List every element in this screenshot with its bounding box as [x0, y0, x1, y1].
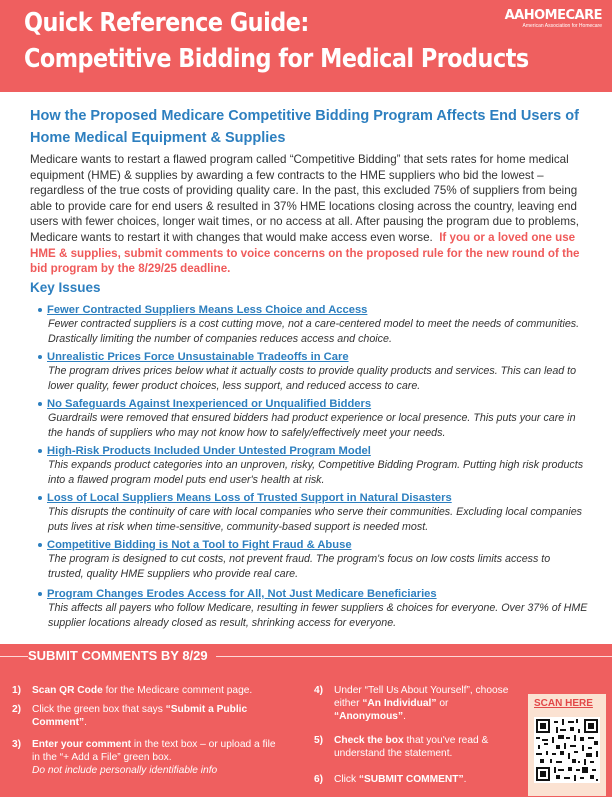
step-emphasis: Scan QR Code	[32, 685, 103, 696]
step-number: 6)	[314, 774, 324, 785]
step-text: that you've read & understand the statement.	[334, 735, 489, 759]
issue-item	[38, 587, 588, 631]
step-emphasis: “Anonymous”	[334, 711, 404, 722]
issue-title[interactable]: Competitive Bidding is Not a Tool to Fight Fraud & Abuse	[47, 539, 352, 551]
issue-title[interactable]: Program Changes Erodes Access for All, Not Just Medicare Beneficiaries	[47, 588, 437, 600]
bullet-icon	[38, 355, 42, 359]
scan-here-label: SCAN HERE	[534, 698, 593, 709]
step-emphasis: “Submit a Public Comment”	[32, 704, 248, 728]
step-emphasis: Enter your comment	[32, 739, 132, 750]
issue-item	[38, 444, 588, 488]
intro-paragraph	[30, 152, 586, 277]
bullet-icon	[38, 449, 42, 453]
call-to-action: If you or a loved one use HME & supplies, submit comments to voice concerns on the proposed rule for the new round of the bid program by the 8/29/25 deadline.	[30, 230, 580, 276]
logo-wordmark: AAHOMECARE	[504, 8, 602, 23]
issue-description: Guardrails were removed that ensured bidders had product experience or local presence. This puts your care in the hands of suppliers who may not know how to safely/effectively meet your needs.	[48, 412, 576, 439]
page-title-line-1: Quick Reference Guide:	[24, 8, 309, 38]
issue-description: This expands product categories into an unproven, risky, Competitive Bidding Program. Putting high risk products into a flawed program model puts end user's health at risk.	[48, 459, 584, 486]
bullet-icon	[38, 402, 42, 406]
step-emphasis: Check the box	[334, 735, 404, 746]
issue-title[interactable]: Loss of Local Suppliers Means Loss of Trusted Support in Natural Disasters	[47, 492, 452, 504]
step-number: 3)	[12, 739, 22, 750]
issue-item	[38, 303, 588, 347]
step-text: or	[436, 698, 449, 709]
issue-title[interactable]: Fewer Contracted Suppliers Means Less Choice and Access	[47, 304, 368, 316]
step-text: for the Medicare comment page.	[102, 685, 253, 696]
submit-comments-title: SUBMIT COMMENTS BY 8/29	[28, 648, 216, 663]
issue-description: Fewer contracted suppliers is a cost cutting move, not a care-centered model to meet the needs of communities. Drastically limiting the number of companies reduces access and choice.	[48, 318, 580, 345]
issue-description: The program is designed to cut costs, not prevent fraud. The program's focus on low costs limits access to trusted, quality HME suppliers who provide real care.	[48, 553, 551, 580]
step-number: 2)	[12, 704, 22, 715]
step-text: in the text box – or upload a file in the “+ Add a File” green box.	[32, 739, 276, 763]
issue-title[interactable]: Unrealistic Prices Force Unsustainable Tradeoffs in Care	[47, 351, 349, 363]
bullet-icon	[38, 592, 42, 596]
issue-description: This disrupts the continuity of care with local companies who serve their communities. Excluding local companies puts lives at risk when time-sensitive, community-based support is needed most.	[48, 506, 583, 533]
issue-title[interactable]: High-Risk Products Included Under Untested Program Model	[47, 445, 371, 457]
step-note: Do not include personally identifiable info	[32, 765, 218, 776]
step-text: .	[403, 711, 406, 722]
bullet-icon	[38, 308, 42, 312]
issue-item	[38, 538, 588, 582]
step-emphasis: “An Individual”	[362, 698, 437, 709]
issue-description: The program drives prices below what it actually costs to provide quality products and services. This can lead to lower quality, fewer product choices, less support, and reduced access to care.	[48, 365, 577, 392]
issue-description: This affects all payers who follow Medicare, resulting in fewer suppliers & choices for everyone. Over 37% of HME supplier locations already closed as result, shrinking access for everyone.	[48, 602, 588, 629]
header-banner	[0, 0, 612, 92]
bullet-icon	[38, 496, 42, 500]
qr-code-panel	[528, 694, 606, 796]
step-text: .	[463, 774, 467, 785]
step-number: 5)	[314, 735, 324, 746]
issue-item	[38, 397, 588, 441]
step-text: Click the green box that says	[32, 704, 166, 715]
step-text: .	[84, 717, 87, 728]
step-number: 1)	[12, 685, 22, 696]
step-text: Under “Tell Us About Yourself”, choose either	[334, 685, 509, 709]
issue-item	[38, 491, 588, 535]
step-emphasis: “SUBMIT COMMENT”	[358, 774, 464, 785]
intro-body: Medicare wants to restart a flawed program called “Competitive Bidding” that sets rates for home medical equipment (HME) & supplies by awarding a few contracts to the HME suppliers who bid the lowest – regardless of the true costs of providing quality care. In the past, this excluded 75% of suppliers from being able to provide care for end users & resulted in 37% HME locations closing across the country, leaving end users with fewer choices, longer wait times, or no access at all. After pausing the program due to problems, Medicare wants to restart it with changes that would make access even worse.	[30, 153, 580, 244]
issue-title[interactable]: No Safeguards Against Inexperienced or Unqualified Bidders	[47, 398, 372, 410]
step-number: 4)	[314, 685, 324, 696]
logo-tagline: American Association for Homecare	[522, 23, 602, 29]
section-headline: How the Proposed Medicare Competitive Bidding Program Affects End Users of Home Medical Equipment & Supplies	[30, 108, 579, 146]
page-title-line-2: Competitive Bidding for Medical Products	[24, 44, 529, 74]
aahomecare-logo	[505, 9, 602, 29]
bullet-icon	[38, 543, 42, 547]
qr-code[interactable]	[534, 717, 600, 783]
key-issues-title: Key Issues	[30, 280, 101, 295]
issue-item	[38, 350, 588, 394]
step-text: Click	[334, 774, 359, 785]
